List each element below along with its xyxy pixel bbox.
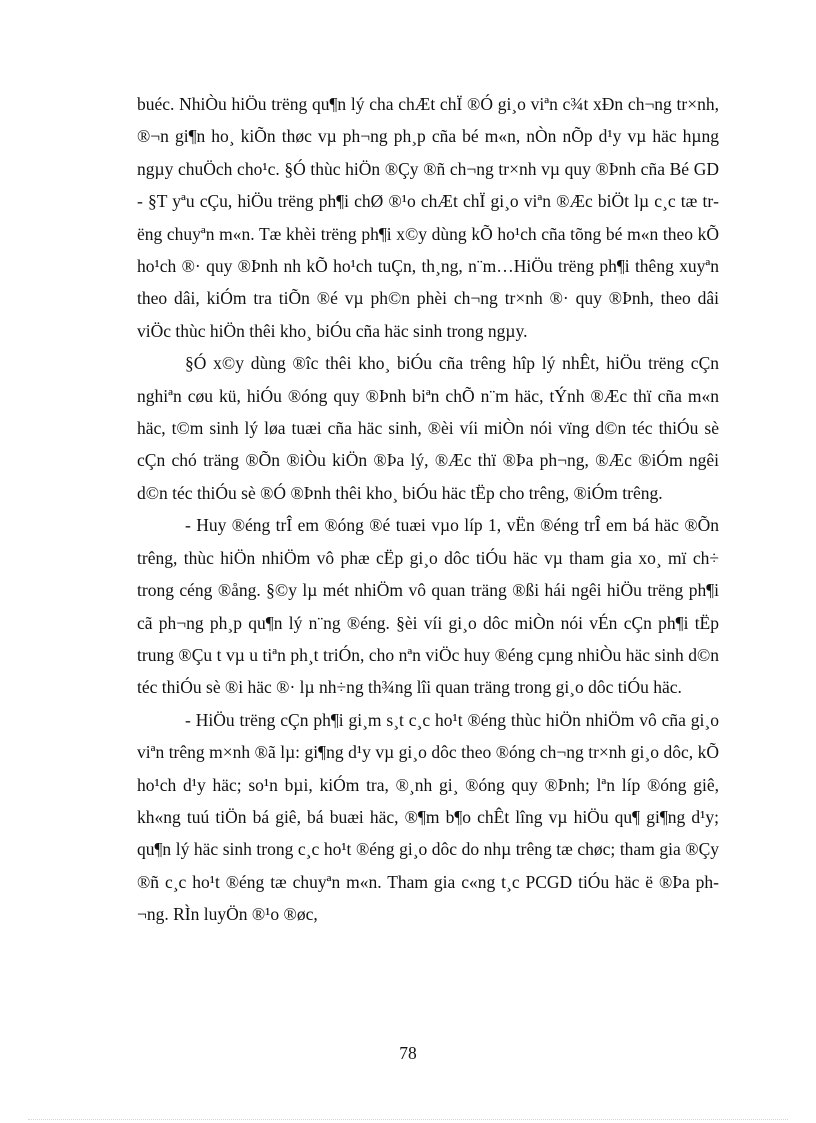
- paragraph-enrollment: - Huy ®éng trÎ em ®óng ®é tuæi vµo líp 1, vËn ®éng trÎ em bá häc ®Õn trêng, thùc hiÖn nhiÖm vô phæ cËp gi¸o dôc tiÓu häc vµ tham gia xo¸ mï ch÷ trong céng ®ång. §©y lµ mét nhiÖm vô quan träng ®ßi hái ngêi hiÖu trëng ph¶i cã ph¬ng ph¸p qu¶n lý n¨ng ®éng. §èi víi gi¸o dôc miÒn nói vÉn cÇn ph¶i tËp trung ®Çu t vµ u tiªn ph¸t triÓn, cho nªn viÖc huy ®éng cµng nhiÒu häc sinh d©n téc thiÓu sè ®i häc ®· lµ nh÷ng th¾ng lîi quan träng trong gi¸o dôc tiÓu häc.: [137, 515, 719, 698]
- page-number: 78: [399, 1043, 417, 1063]
- paragraph-continued: buéc. NhiÒu hiÖu trëng qu¶n lý cha chÆt chÏ ®Ó gi¸o viªn c¾t xÐn ch¬ng tr×nh, ®¬n gi¶n ho¸ kiÕn thøc vµ ph¬ng ph¸p cña bé m«n, nÒn nÕp d¹y vµ häc hµng ngµy chuÖch cho¹c. §Ó thùc hiÖn ®Çy ®ñ ch¬ng tr×nh vµ quy ®Þnh cña Bé GD - §T yªu cÇu, hiÖu trëng ph¶i chØ ®¹o chÆt chÏ gi¸o viªn ®Æc biÖt lµ c¸c tæ trëng chuyªn m«n. Tæ khèi trëng ph¶i x©y dùng kÕ ho¹ch cña tõng bé m«n theo kÕ ho¹ch ®· quy ®Þnh nh kÕ ho¹ch tuÇn, th¸ng, n¨m…HiÖu trëng ph¶i thêng xuyªn theo dâi, kiÓm tra tiÕn ®é vµ ph©n phèi ch¬ng tr×nh ®· quy ®Þnh, theo dâi viÖc thùc hiÖn thêi kho¸ biÓu cña häc sinh trong ngµy.: [137, 94, 719, 341]
- page-edge-divider: [28, 1119, 788, 1120]
- paragraph-supervision: - HiÖu trëng cÇn ph¶i gi¸m s¸t c¸c ho¹t ®éng thùc hiÖn nhiÖm vô cña gi¸o viªn trêng m×nh ®ã lµ: gi¶ng d¹y vµ gi¸o dôc theo ®óng ch¬ng tr×nh gi¸o dôc, kÕ ho¹ch d¹y häc; so¹n bµi, kiÓm tra, ®¸nh gi¸ ®óng quy ®Þnh; lªn líp ®óng giê, kh«ng tuú tiÖn bá giê, bá buæi häc, ®¶m b¶o chÊt lîng vµ hiÖu qu¶ gi¶ng d¹y; qu¶n lý häc sinh trong c¸c ho¹t ®éng gi¸o dôc do nhµ trêng tæ chøc; tham gia ®Çy ®ñ c¸c ho¹t ®éng tæ chuyªn m«n. Tham gia c«ng t¸c PCGD tiÓu häc ë ®Þa ph¬ng. RÌn luyÖn ®¹o ®øc,: [137, 709, 719, 925]
- body-text: [137, 88, 719, 931]
- paragraph-timetable: §Ó x©y dùng ®îc thêi kho¸ biÓu cña trêng hîp lý nhÊt, hiÖu trëng cÇn nghiªn cøu kü, hiÓu ®óng quy ®Þnh biªn chÕ n¨m häc, tÝnh ®Æc thï cña m«n häc, t©m sinh lý løa tuæi cña häc sinh, ®èi víi miÒn nói vïng d©n téc thiÓu sè cÇn chó träng ®Õn ®iÒu kiÖn ®Þa lý, ®Æc thï ®Þa ph¬ng, ®Æc ®iÓm ngêi d©n téc thiÓu sè ®Ó ®Þnh thêi kho¸ biÓu häc tËp cho trêng, ®iÓm trêng.: [137, 353, 719, 503]
